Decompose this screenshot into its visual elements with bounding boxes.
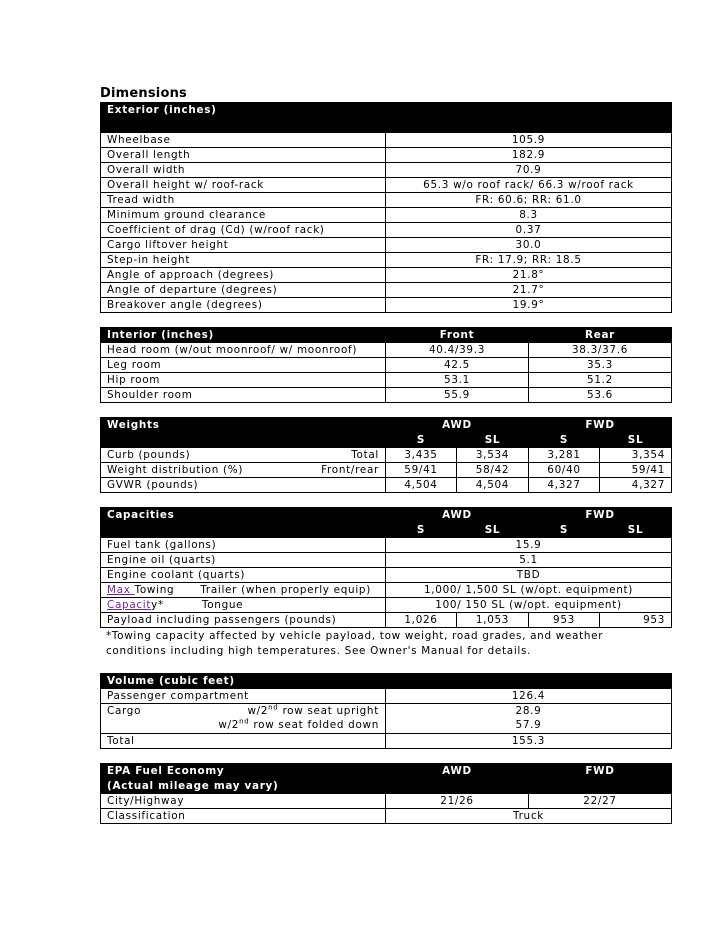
weights-row-value: 58/42: [457, 463, 529, 478]
city-highway-fwd: 22/27: [529, 794, 672, 809]
weights-row-value: 60/40: [529, 463, 600, 478]
interior-row-front: 42.5: [386, 358, 529, 373]
exterior-table: [100, 102, 672, 313]
capacities-row: [101, 568, 672, 583]
capacities-row: [101, 538, 672, 553]
exterior-row-label: Minimum ground clearance: [101, 208, 386, 223]
interior-row-rear: 51.2: [529, 373, 672, 388]
weights-row: [101, 478, 672, 493]
exterior-row-value: 0.37: [386, 223, 672, 238]
classification-row: [101, 809, 672, 824]
fuel-table: [100, 763, 672, 824]
city-highway-row: [101, 794, 672, 809]
fuel-header: [101, 764, 672, 779]
capacities-table: [100, 507, 672, 628]
exterior-row-value: 182.9: [386, 148, 672, 163]
exterior-row-value: 8.3: [386, 208, 672, 223]
interior-row-label: Leg room: [101, 358, 386, 373]
weights-trim: SL: [600, 433, 672, 448]
exterior-row: [101, 223, 672, 238]
capacities-row: [101, 553, 672, 568]
weights-row: [101, 463, 672, 478]
exterior-header-label: Exterior (inches): [101, 103, 672, 118]
max-towing-link[interactable]: Max: [107, 584, 135, 596]
volume-header: [101, 674, 672, 689]
weights-row-value: 3,435: [386, 448, 457, 463]
interior-row: [101, 388, 672, 403]
passenger-row: [101, 689, 672, 704]
capacities-row-value: TBD: [386, 568, 672, 583]
weights-row-value: 4,504: [386, 478, 457, 493]
exterior-row-label: Step-in height: [101, 253, 386, 268]
weights-col-awd: AWD: [386, 418, 529, 433]
fuel-subheader: [101, 779, 672, 794]
capacities-trim: SL: [600, 523, 672, 538]
passenger-label: Passenger compartment: [101, 689, 386, 704]
exterior-row-label: Overall length: [101, 148, 386, 163]
classification-value: Truck: [386, 809, 672, 824]
exterior-row-label: Angle of approach (degrees): [101, 268, 386, 283]
city-highway-label: City/Highway: [101, 794, 386, 809]
cargo-folded-post: row seat folded down: [249, 719, 379, 731]
fuel-subheader-label: (Actual mileage may vary): [101, 779, 386, 794]
capacity-label: y*: [151, 599, 164, 611]
exterior-row: [101, 193, 672, 208]
weights-row-label: GVWR (pounds): [107, 479, 199, 491]
exterior-row-label: Coefficient of drag (Cd) (w/roof rack): [101, 223, 386, 238]
interior-row-rear: 35.3: [529, 358, 672, 373]
weights-header-label: Weights: [101, 418, 386, 433]
weights-row-value: 4,504: [457, 478, 529, 493]
cargo-row: [101, 704, 672, 734]
exterior-row-value: 21.8°: [386, 268, 672, 283]
exterior-row-value: 30.0: [386, 238, 672, 253]
capacities-row-value: 5.1: [386, 553, 672, 568]
page-title: Dimensions: [100, 86, 187, 101]
exterior-row: [101, 133, 672, 148]
exterior-row: [101, 163, 672, 178]
interior-row-front: 53.1: [386, 373, 529, 388]
exterior-row: [101, 268, 672, 283]
weights-col-fwd: FWD: [529, 418, 672, 433]
spec-sheet: [100, 86, 671, 824]
cargo-upright-sup: nd: [268, 703, 279, 712]
weights-row-label: Curb (pounds): [107, 449, 191, 461]
payload-value: 1,053: [457, 613, 529, 628]
weights-table: [100, 417, 672, 493]
interior-row: [101, 358, 672, 373]
interior-col-front: Front: [386, 328, 529, 343]
exterior-row-label: Wheelbase: [101, 133, 386, 148]
capacities-trim: S: [386, 523, 457, 538]
total-value: 155.3: [386, 734, 672, 749]
exterior-header: [101, 103, 672, 118]
tongue-label: Tongue: [201, 599, 244, 611]
capacities-row-label: Engine oil (quarts): [101, 553, 386, 568]
tongue-value: 100/ 150 SL (w/opt. equipment): [386, 598, 672, 613]
towing-label: Towing: [134, 584, 175, 596]
weights-row-value: 3,281: [529, 448, 600, 463]
interior-row: [101, 343, 672, 358]
weights-row-value: 4,327: [529, 478, 600, 493]
fuel-header-label: EPA Fuel Economy: [101, 764, 386, 779]
weights-row: [101, 448, 672, 463]
exterior-row-label: Breakover angle (degrees): [101, 298, 386, 313]
capacities-col-awd: AWD: [386, 508, 529, 523]
exterior-row-label: Overall width: [101, 163, 386, 178]
cargo-upright-pre: w/2: [247, 705, 269, 717]
weights-header: [101, 418, 672, 433]
exterior-row-label: Overall height w/ roof-rack: [101, 178, 386, 193]
weights-trim: S: [386, 433, 457, 448]
exterior-row-value: 65.3 w/o roof rack/ 66.3 w/roof rack: [386, 178, 672, 193]
exterior-row: [101, 208, 672, 223]
weights-row-value: 3,354: [600, 448, 672, 463]
payload-row: [101, 613, 672, 628]
fuel-col-fwd: FWD: [529, 764, 672, 779]
cargo-label: Cargo: [107, 705, 142, 717]
cargo-folded-sup: nd: [239, 717, 250, 726]
weights-trim: SL: [457, 433, 529, 448]
cargo-upright-post: row seat upright: [278, 705, 379, 717]
weights-row-value: 3,534: [457, 448, 529, 463]
interior-row-label: Shoulder room: [101, 388, 386, 403]
capacities-trim: SL: [457, 523, 529, 538]
weights-row-value: 59/41: [600, 463, 672, 478]
total-row: [101, 734, 672, 749]
payload-value: 1,026: [386, 613, 457, 628]
cargo-folded-value: 57.9: [515, 719, 542, 731]
interior-row-front: 40.4/39.3: [386, 343, 529, 358]
exterior-row: [101, 283, 672, 298]
exterior-row: [101, 238, 672, 253]
weights-trim: S: [529, 433, 600, 448]
payload-value: 953: [600, 613, 672, 628]
interior-col-rear: Rear: [529, 328, 672, 343]
weights-row-qualifier: Total: [351, 449, 379, 461]
exterior-row: [101, 178, 672, 193]
weights-row-value: 59/41: [386, 463, 457, 478]
payload-value: 953: [529, 613, 600, 628]
interior-table: [100, 327, 672, 403]
total-label: Total: [101, 734, 386, 749]
interior-row: [101, 373, 672, 388]
interior-row-rear: 38.3/37.6: [529, 343, 672, 358]
towing-tongue-row: [101, 598, 672, 613]
exterior-row-value: FR: 60.6; RR: 61.0: [386, 193, 672, 208]
trailer-value: 1,000/ 1,500 SL (w/opt. equipment): [386, 583, 672, 598]
volume-table: [100, 673, 672, 749]
exterior-row: [101, 298, 672, 313]
exterior-row-value: 105.9: [386, 133, 672, 148]
interior-header: [101, 328, 672, 343]
cargo-upright-value: 28.9: [515, 705, 542, 717]
fuel-col-awd: AWD: [386, 764, 529, 779]
exterior-row-value: 21.7°: [386, 283, 672, 298]
exterior-row: [101, 253, 672, 268]
weights-row-label: Weight distribution (%): [107, 464, 244, 476]
exterior-row-label: Cargo liftover height: [101, 238, 386, 253]
capacities-header: [101, 508, 672, 523]
interior-row-front: 55.9: [386, 388, 529, 403]
exterior-row-label: Tread width: [101, 193, 386, 208]
towing-trailer-row: [101, 583, 672, 598]
exterior-row: [101, 148, 672, 163]
towing-note: *Towing capacity affected by vehicle payload, tow weight, road grades, and weather conditions including high temperatures. See Owner's Manual for details.: [106, 630, 604, 657]
payload-label: Payload including passengers (pounds): [101, 613, 386, 628]
city-highway-awd: 21/26: [386, 794, 529, 809]
exterior-row-label: Angle of departure (degrees): [101, 283, 386, 298]
cargo-folded-pre: w/2: [218, 719, 240, 731]
capacities-header-label: Capacities: [101, 508, 386, 523]
weights-row-value: 4,327: [600, 478, 672, 493]
classification-label: Classification: [101, 809, 386, 824]
trailer-label: Trailer (when properly equip): [200, 584, 371, 596]
exterior-row-value: FR: 17.9; RR: 18.5: [386, 253, 672, 268]
capacities-row-value: 15.9: [386, 538, 672, 553]
interior-row-label: Head room (w/out moonroof/ w/ moonroof): [101, 343, 386, 358]
capacities-col-fwd: FWD: [529, 508, 672, 523]
capacities-trim: S: [529, 523, 600, 538]
capacities-row-label: Fuel tank (gallons): [101, 538, 386, 553]
interior-row-label: Hip room: [101, 373, 386, 388]
interior-row-rear: 53.6: [529, 388, 672, 403]
capacities-row-label: Engine coolant (quarts): [101, 568, 386, 583]
volume-header-label: Volume (cubic feet): [101, 674, 672, 689]
weights-row-qualifier: Front/rear: [321, 464, 379, 476]
capacity-link[interactable]: Capacit: [107, 599, 152, 611]
capacities-trim-row: [101, 523, 672, 538]
passenger-value: 126.4: [386, 689, 672, 704]
weights-trim-row: [101, 433, 672, 448]
exterior-row-value: 19.9°: [386, 298, 672, 313]
exterior-row-value: 70.9: [386, 163, 672, 178]
interior-header-label: Interior (inches): [101, 328, 386, 343]
